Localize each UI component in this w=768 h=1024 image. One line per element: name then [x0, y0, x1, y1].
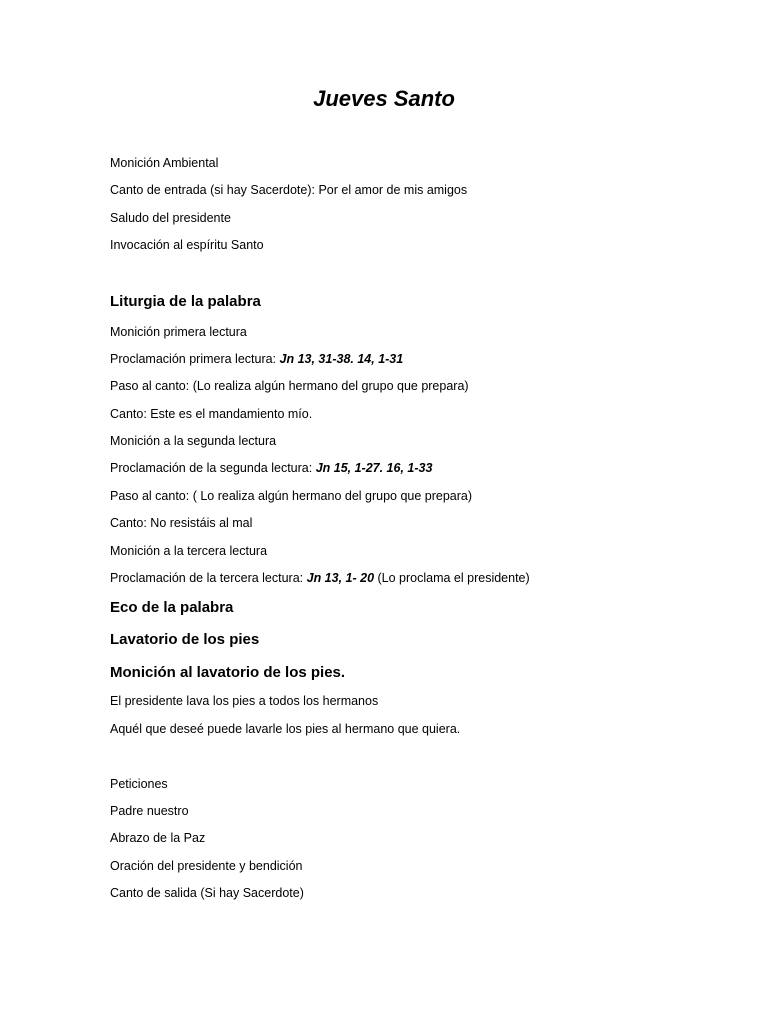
line-proclamacion-segunda: [110, 460, 432, 476]
proclamacion-tercera-label: Proclamación de la tercera lectura:: [110, 571, 307, 585]
heading-liturgia: Liturgia de la palabra: [110, 293, 261, 310]
intro-line-saludo: Saludo del presidente: [110, 211, 231, 225]
line-padre-nuestro: Padre nuestro: [110, 804, 189, 818]
line-oracion-bendicion: Oración del presidente y bendición: [110, 859, 303, 873]
line-monicion-tercera: Monición a la tercera lectura: [110, 544, 268, 558]
heading-lavatorio: Lavatorio de los pies: [110, 631, 260, 648]
heading-eco: Eco de la palabra: [110, 599, 234, 616]
line-paso-canto-1: Paso al canto: (Lo realiza algún hermano del grupo que prepara): [110, 379, 469, 393]
line-monicion-segunda: Monición a la segunda lectura: [110, 434, 277, 448]
proclamacion-tercera-note: (Lo proclama el presidente): [374, 571, 530, 585]
line-canto-salida: Canto de salida (Si hay Sacerdote): [110, 886, 304, 900]
document-title: Jueves Santo: [313, 86, 455, 111]
line-paso-canto-2: Paso al canto: ( Lo realiza algún hermano del grupo que prepara): [110, 489, 473, 503]
line-aquel-desee: Aquél que deseé puede lavarle los pies al hermano que quiera.: [110, 722, 461, 736]
line-monicion-primera: Monición primera lectura: [110, 325, 247, 339]
line-canto-1: Canto: Este es el mandamiento mío.: [110, 407, 313, 421]
line-peticiones: Peticiones: [110, 777, 168, 791]
intro-line-invocacion: Invocación al espíritu Santo: [110, 238, 264, 252]
line-canto-2: Canto: No resistáis al mal: [110, 516, 253, 530]
proclamacion-primera-ref: Jn 13, 31-38. 14, 1-31: [279, 352, 404, 366]
line-presidente-lava: El presidente lava los pies a todos los hermanos: [110, 694, 379, 708]
heading-monicion-lavatorio: Monición al lavatorio de los pies.: [110, 664, 346, 681]
proclamacion-segunda-label: Proclamación de la segunda lectura:: [110, 461, 316, 475]
intro-line-monicion-ambiental: Monición Ambiental: [110, 156, 219, 170]
line-abrazo-paz: Abrazo de la Paz: [110, 831, 206, 845]
proclamacion-segunda-ref: Jn 15, 1-27. 16, 1-33: [315, 461, 433, 475]
line-proclamacion-primera: [110, 351, 403, 367]
proclamacion-tercera-ref: Jn 13, 1- 20: [306, 571, 375, 585]
proclamacion-primera-label: Proclamación primera lectura:: [110, 352, 280, 366]
intro-line-canto-entrada: Canto de entrada (si hay Sacerdote): Por el amor de mis amigos: [110, 183, 468, 197]
line-proclamacion-tercera: [110, 570, 530, 586]
